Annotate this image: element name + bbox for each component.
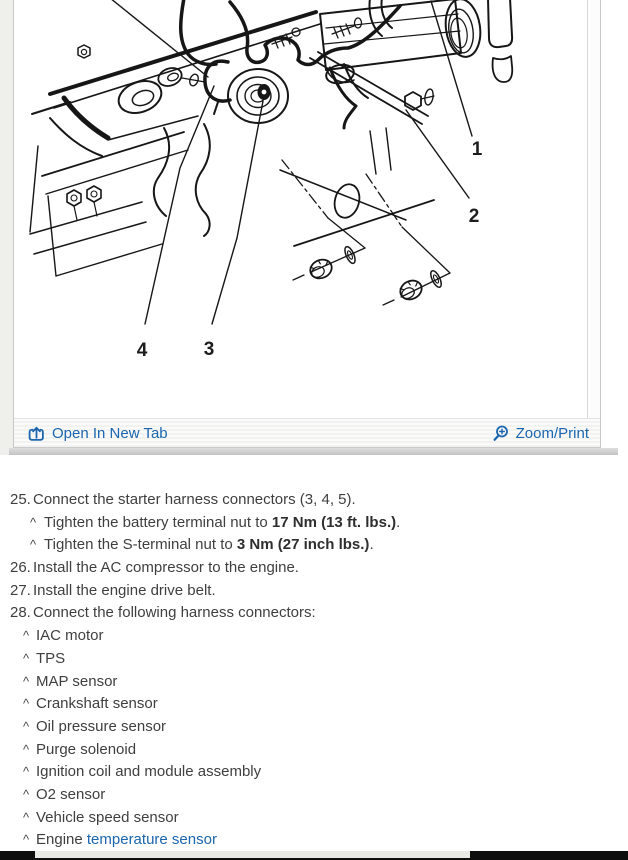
instruction-substep <box>0 741 628 764</box>
open-in-new-tab-link[interactable] <box>28 425 168 442</box>
instruction-step <box>0 491 628 514</box>
callout-2: 2 <box>468 206 480 227</box>
instruction-text: Vehicle speed sensor <box>36 808 179 826</box>
open-in-new-tab-icon <box>28 425 45 442</box>
instruction-text: O2 sensor <box>36 785 106 803</box>
torque-spec: 17 Nm (13 ft. lbs.) <box>271 513 397 531</box>
open-in-new-tab-label: Open In New Tab <box>52 424 168 442</box>
instruction-step <box>0 582 628 605</box>
step-number: 28. <box>10 604 31 622</box>
substep-marker: ^ <box>23 832 30 848</box>
instruction-step <box>0 559 628 582</box>
instruction-substep <box>0 695 628 718</box>
instruction-substep <box>0 627 628 650</box>
step-number: 25. <box>10 491 31 508</box>
instruction-substep <box>0 809 628 832</box>
instruction-text: Purge solenoid <box>36 740 137 758</box>
instruction-text: Crankshaft sensor <box>36 695 158 713</box>
substep-marker: ^ <box>23 718 30 734</box>
zoom-print-link[interactable] <box>493 425 589 442</box>
instruction-text: Tighten the S-terminal nut to 3 Nm (27 inch lbs.). <box>44 536 374 554</box>
step-number: 26. <box>10 559 31 577</box>
instruction-substep <box>0 718 628 741</box>
instruction-substep <box>0 514 628 537</box>
callout-4: 4 <box>136 340 148 361</box>
engine-starter-diagram <box>14 0 588 416</box>
zoom-print-icon <box>493 425 509 442</box>
instruction-text: IAC motor <box>36 627 104 645</box>
substep-marker: ^ <box>30 514 37 530</box>
instruction-text: Connect the following harness connectors: <box>33 604 316 622</box>
substep-marker: ^ <box>23 764 30 780</box>
figure-container <box>13 0 601 448</box>
instruction-text: Install the AC compressor to the engine. <box>33 559 299 577</box>
substep-marker: ^ <box>23 809 30 825</box>
figure-footer-bar <box>14 418 600 447</box>
instruction-text: Ignition coil and module assembly <box>36 763 262 781</box>
temperature-sensor-link[interactable]: temperature sensor <box>86 831 217 849</box>
instruction-text: Tighten the battery terminal nut to 17 Nm (13 ft. lbs.). <box>44 513 401 531</box>
substep-marker: ^ <box>30 537 37 553</box>
horizontal-scrollbar-thumb[interactable] <box>35 851 470 858</box>
substep-marker: ^ <box>23 628 30 644</box>
instruction-text: Connect the starter harness connectors (3, 4, 5). <box>33 491 356 508</box>
callout-1: 1 <box>471 139 483 160</box>
instruction-substep <box>0 673 628 696</box>
instruction-substep <box>0 786 628 809</box>
instruction-text: Install the engine drive belt. <box>33 581 216 599</box>
zoom-print-label: Zoom/Print <box>515 424 589 442</box>
instruction-list <box>0 491 628 854</box>
substep-marker: ^ <box>23 786 30 802</box>
substep-marker: ^ <box>23 696 30 712</box>
substep-marker: ^ <box>23 741 30 757</box>
instruction-substep <box>0 536 628 559</box>
figure-bottom-shadow <box>9 448 618 455</box>
instruction-text: Engine temperature sensor <box>36 831 217 849</box>
substep-marker: ^ <box>23 650 30 666</box>
page-left-gutter <box>0 0 14 455</box>
instruction-substep <box>0 763 628 786</box>
substep-marker: ^ <box>23 673 30 689</box>
figure-vertical-scrollbar[interactable] <box>587 0 600 418</box>
diagram-drawing <box>14 0 588 416</box>
instruction-substep <box>0 650 628 673</box>
torque-spec: 3 Nm (27 inch lbs.) <box>236 536 370 554</box>
instruction-text: Oil pressure sensor <box>36 717 167 735</box>
callout-3: 3 <box>203 339 215 360</box>
horizontal-scrollbar-track[interactable] <box>0 851 628 860</box>
step-number: 27. <box>10 581 31 599</box>
instruction-step <box>0 604 628 627</box>
instruction-text: TPS <box>36 649 66 667</box>
instruction-text: MAP sensor <box>36 672 118 690</box>
